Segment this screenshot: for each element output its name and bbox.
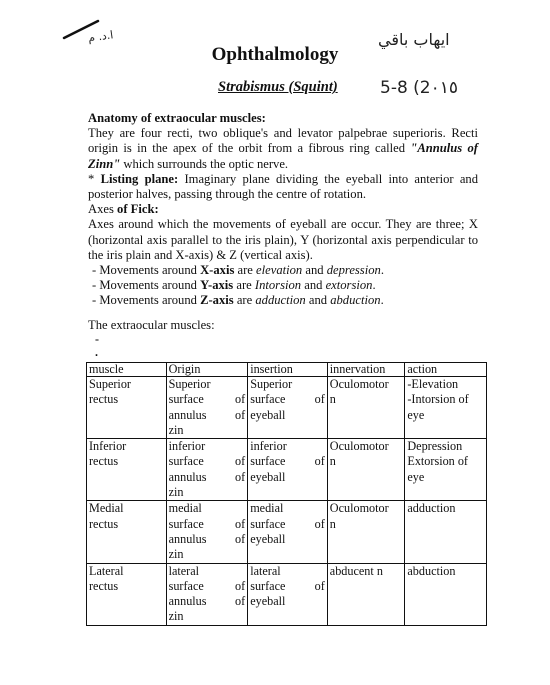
column-header-insertion: insertion: [248, 363, 328, 377]
muscle-cell: [87, 501, 167, 563]
insertion-word: eyeball: [250, 407, 286, 422]
movement-prefix: - Movements around: [92, 278, 201, 293]
origin-line: [169, 532, 246, 547]
movement-mid: are: [233, 293, 256, 308]
insertion-word: surface: [250, 392, 286, 407]
movement-and: and: [302, 263, 327, 278]
origin-line: [169, 609, 246, 624]
insertion-word: surface: [250, 516, 286, 531]
table-row: [87, 439, 487, 501]
handwritten-name-right: ايهاب باقي: [378, 30, 450, 49]
movement-m2: extorsion: [325, 278, 373, 293]
column-header-origin: Origin: [166, 363, 248, 377]
anatomy-heading: Anatomy of extraocular muscles:: [88, 111, 266, 125]
action-line: eye: [407, 469, 425, 484]
muscle-line: Superior: [89, 377, 131, 391]
origin-line: [169, 423, 246, 438]
origin-cell: [166, 501, 248, 563]
muscle-cell: [87, 439, 167, 501]
axes-paragraph: Axes around which the movements of eyeball are occur. They are three; X (horizontal axis parallel to the iris plain), Y (horizontal axis perpendicular to the iris plain and X-axis) & Z (vertical axis).: [88, 217, 478, 262]
listing-plane-star: *: [88, 171, 101, 186]
origin-line: [169, 579, 246, 594]
table-row: [87, 563, 487, 625]
origin-word: surface: [168, 454, 204, 469]
origin-word: Superior: [168, 377, 211, 391]
origin-word: medial: [168, 501, 202, 516]
movement-end: .: [380, 263, 384, 278]
origin-line: [169, 594, 246, 609]
insertion-cell: [248, 501, 328, 563]
origin-word: surface: [168, 392, 204, 407]
insertion-word: Superior: [250, 377, 293, 391]
insertion-line: [250, 470, 325, 485]
muscle-line: rectus: [89, 392, 119, 407]
page-title: Ophthalmology: [211, 44, 339, 65]
action-cell: [405, 501, 487, 563]
origin-word: of: [235, 469, 246, 484]
origin-word: surface: [168, 516, 204, 531]
action-cell: [405, 439, 487, 501]
insertion-line: [250, 408, 325, 423]
origin-word: surface: [168, 578, 204, 593]
insertion-word: of: [314, 392, 325, 407]
muscle-line: Inferior: [89, 439, 127, 454]
innervation-line: abducent n: [329, 563, 383, 578]
origin-word: annulus: [168, 469, 207, 484]
muscle-line: Medial: [89, 501, 124, 516]
origin-word: zin: [168, 547, 184, 562]
insertion-line: [250, 377, 325, 392]
axes-heading: [88, 202, 478, 217]
origin-word: zin: [168, 609, 184, 624]
innervation-line: n: [329, 516, 336, 531]
muscle-line: Lateral: [89, 563, 124, 578]
origin-cell: [166, 439, 248, 501]
movement-mid: are: [233, 278, 255, 293]
insertion-line: [250, 517, 325, 532]
anatomy-paragraph: [88, 126, 478, 172]
movement-m1: adduction: [255, 293, 306, 308]
innervation-cell: [327, 439, 405, 501]
origin-line: [169, 439, 246, 454]
action-line: -Elevation: [407, 377, 459, 391]
origin-word: of: [235, 578, 246, 593]
insertion-word: surface: [250, 578, 286, 593]
insertion-line: [250, 454, 325, 469]
origin-line: [169, 408, 246, 423]
insertion-word: eyeball: [250, 469, 286, 484]
insertion-word: of: [314, 454, 325, 469]
insertion-word: of: [314, 516, 325, 531]
insertion-word: lateral: [250, 563, 281, 578]
origin-word: of: [235, 454, 246, 469]
insertion-cell: [248, 377, 328, 439]
muscle-cell: [87, 377, 167, 439]
origin-word: annulus: [168, 531, 207, 546]
muscle-line: rectus: [89, 516, 119, 531]
origin-line: [169, 485, 246, 500]
movement-and: and: [301, 278, 326, 293]
origin-line: [169, 564, 246, 579]
origin-word: of: [235, 594, 246, 609]
origin-line: [169, 470, 246, 485]
insertion-line: [250, 392, 325, 407]
insertion-line: [250, 579, 325, 594]
muscles-heading: The extraocular muscles:: [88, 318, 215, 332]
action-line: eye: [407, 407, 425, 422]
anatomy-text-end: which surrounds the optic nerve.: [120, 156, 289, 171]
listing-plane-text: Imaginary plane dividing the eyeball into anterior and posterior halves, passing through the centre of rotation.: [88, 171, 479, 202]
muscle-line: rectus: [89, 578, 119, 593]
origin-word: zin: [168, 485, 184, 500]
origin-word: of: [235, 407, 246, 422]
column-header-muscle: muscle: [87, 363, 167, 377]
insertion-cell: [248, 563, 328, 625]
innervation-line: n: [329, 454, 336, 469]
bullet-mark: .: [95, 345, 98, 359]
handwritten-date: 5-8 (2٠١٥: [380, 78, 459, 98]
listing-plane-label: Listing plane:: [100, 171, 179, 186]
insertion-line: [250, 532, 325, 547]
action-cell: [405, 377, 487, 439]
movement-item: [88, 278, 478, 293]
origin-word: lateral: [168, 563, 200, 578]
insertion-word: medial: [250, 501, 284, 516]
insertion-line: [250, 501, 325, 516]
origin-line: [169, 517, 246, 532]
movement-m1: elevation: [256, 263, 303, 278]
action-line: -Intorsion of: [407, 392, 469, 407]
origin-word: annulus: [168, 594, 207, 609]
origin-word: zin: [168, 422, 184, 437]
innervation-line: n: [329, 392, 336, 407]
movement-prefix: - Movements around: [92, 293, 201, 308]
insertion-word: inferior: [250, 439, 287, 454]
axes-heading-a: Axes: [88, 202, 118, 217]
bullet-mark: -: [95, 332, 99, 346]
origin-word: annulus: [168, 407, 207, 422]
origin-word: inferior: [168, 439, 206, 454]
table-row: [87, 501, 487, 563]
origin-line: [169, 547, 246, 562]
annulus-of-zinn-term: "Annulus of Zinn": [88, 141, 478, 171]
movement-end: .: [380, 293, 384, 308]
innervation-line: Oculomotor: [329, 377, 389, 391]
movement-and: and: [305, 293, 331, 308]
page-subtitle: Strabismus (Squint): [218, 79, 338, 95]
movements-list: [88, 263, 478, 309]
movement-item: [88, 293, 478, 308]
innervation-line: Oculomotor: [329, 501, 389, 516]
movement-axis: X-axis: [200, 263, 235, 278]
movement-axis: Z-axis: [200, 293, 234, 308]
anatomy-text: They are four recti, two oblique's and levator palpebrae superioris. Recti origin is in the apex of the orbit from a fibrous ring called: [88, 126, 478, 156]
action-line: Extorsion of: [407, 454, 468, 469]
insertion-word: eyeball: [250, 594, 286, 609]
movement-m2: depression: [326, 263, 381, 278]
action-line: adduction: [407, 501, 456, 516]
movement-mid: are: [234, 263, 257, 278]
insertion-word: surface: [250, 454, 286, 469]
muscle-line: rectus: [89, 454, 119, 469]
action-line: abduction: [407, 563, 456, 578]
insertion-line: [250, 594, 325, 609]
movement-item: [88, 263, 478, 278]
listing-plane-paragraph: [88, 172, 478, 202]
innervation-cell: [327, 377, 405, 439]
origin-cell: [166, 563, 248, 625]
origin-line: [169, 501, 246, 516]
innervation-cell: [327, 501, 405, 563]
origin-word: of: [235, 516, 246, 531]
movement-m2: abduction: [330, 293, 381, 308]
handwritten-note-left: ا.د. م: [87, 28, 115, 45]
insertion-word: eyeball: [250, 531, 286, 546]
column-header-action: action: [405, 363, 487, 377]
insertion-cell: [248, 439, 328, 501]
muscle-cell: [87, 563, 167, 625]
table-row: [87, 377, 487, 439]
column-header-innervation: innervation: [327, 363, 405, 377]
movement-axis: Y-axis: [200, 278, 234, 293]
insertion-word: of: [314, 578, 325, 593]
origin-cell: [166, 377, 248, 439]
action-cell: [405, 563, 487, 625]
movement-prefix: - Movements around: [92, 263, 201, 278]
movement-m1: Intorsion: [254, 278, 302, 293]
origin-word: of: [235, 531, 246, 546]
origin-line: [169, 392, 246, 407]
extraocular-muscles-table: [86, 362, 487, 626]
innervation-cell: [327, 563, 405, 625]
innervation-line: Oculomotor: [329, 439, 389, 454]
insertion-line: [250, 439, 325, 454]
axes-heading-b: of Fick:: [117, 202, 159, 217]
intro-section: [88, 111, 478, 309]
action-line: Depression: [407, 439, 463, 454]
origin-line: [169, 377, 246, 392]
table-header-row: [87, 363, 487, 377]
origin-line: [169, 454, 246, 469]
origin-word: of: [235, 392, 246, 407]
movement-end: .: [372, 278, 376, 293]
insertion-line: [250, 564, 325, 579]
